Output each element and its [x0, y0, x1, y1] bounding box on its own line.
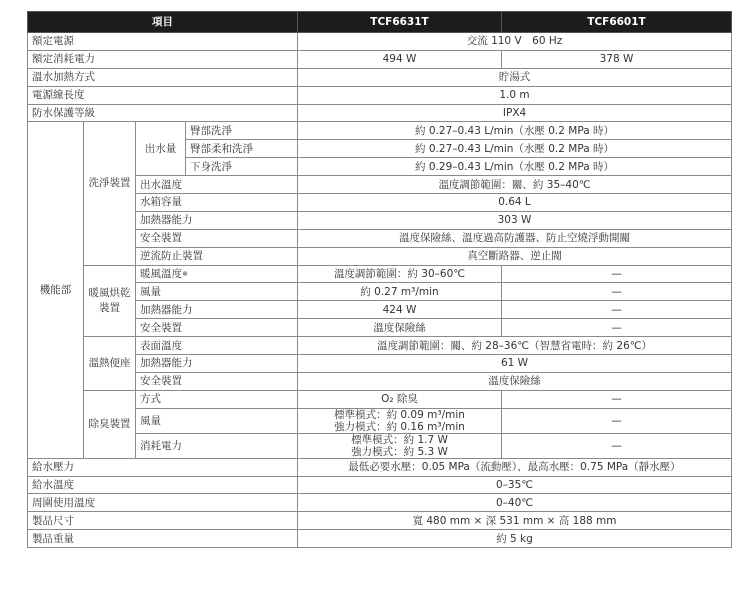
value-line: 強力模式：約 5.3 W	[351, 445, 448, 458]
table-row	[28, 50, 732, 68]
row-value: 0.64 L	[298, 194, 732, 212]
row-label: 額定電源	[28, 33, 298, 51]
row-value: 約 0.27–0.43 L/min（水壓 0.2 MPa 時）	[298, 122, 732, 140]
row-value: 寬 480 mm × 深 531 mm × 高 188 mm	[298, 512, 732, 530]
row-value-a: 494 W	[298, 50, 502, 68]
row-value-b: —	[502, 283, 732, 301]
note-mark: ※	[182, 270, 188, 279]
table-row	[28, 68, 732, 86]
deodorizer-group-label: 除臭裝置	[84, 390, 136, 458]
row-value-b: —	[502, 265, 732, 283]
row-label: 消耗電力	[136, 433, 298, 458]
row-value-a	[298, 433, 502, 458]
row-value: 溫度保險絲、溫度過高防護器、防止空燒浮動開關	[298, 229, 732, 247]
row-value: 1.0 m	[298, 86, 732, 104]
row-label: 製品尺寸	[28, 512, 298, 530]
table-row	[28, 33, 732, 51]
row-value: 溫度調節範圍：關、約 35–40℃	[298, 176, 732, 194]
row-value: 溫度調節範圍：關、約 28–36℃（智慧省電時：約 26℃）	[298, 337, 732, 355]
table-row	[28, 458, 732, 476]
row-label: 額定消耗電力	[28, 50, 298, 68]
row-value: 溫度保險絲	[298, 372, 732, 390]
row-label: 水箱容量	[136, 194, 298, 212]
spec-table	[27, 11, 732, 548]
row-label: 安全裝置	[136, 229, 298, 247]
row-value-a: 溫度保險絲	[298, 319, 502, 337]
row-value: 最低必要水壓：0.05 MPa（流動壓）、最高水壓：0.75 MPa（靜水壓）	[298, 458, 732, 476]
row-value: 約 5 kg	[298, 530, 732, 548]
row-label: 表面溫度	[136, 337, 298, 355]
row-value: 約 0.29–0.43 L/min（水壓 0.2 MPa 時）	[298, 158, 732, 176]
table-row	[28, 494, 732, 512]
wash-group-label: 洗淨裝置	[84, 122, 136, 265]
value-line: 標準模式：約 0.09 m³/min	[334, 408, 465, 421]
row-value: 61 W	[298, 355, 732, 373]
row-value: 貯湯式	[298, 68, 732, 86]
table-row	[28, 104, 732, 122]
row-value: 約 0.27–0.43 L/min（水壓 0.2 MPa 時）	[298, 140, 732, 158]
row-label: 出水溫度	[136, 176, 298, 194]
row-label: 加熱器能力	[136, 211, 298, 229]
table-row	[28, 390, 732, 408]
row-value-b: —	[502, 433, 732, 458]
row-label-text: 暖風溫度	[140, 268, 182, 281]
dryer-group-label: 暖風烘乾裝置	[84, 265, 136, 337]
header-item: 項目	[28, 12, 298, 33]
row-label: 方式	[136, 390, 298, 408]
row-value: 0–40℃	[298, 494, 732, 512]
row-value-b: —	[502, 408, 732, 433]
row-value-b: 378 W	[502, 50, 732, 68]
table-row	[28, 265, 732, 283]
row-label: 下身洗淨	[186, 158, 298, 176]
row-label: 加熱器能力	[136, 355, 298, 373]
row-value-a: O₂ 除臭	[298, 390, 502, 408]
value-line: 強力模式：約 0.16 m³/min	[334, 420, 465, 433]
row-label: 臀部洗淨	[186, 122, 298, 140]
function-group-label: 機能部	[28, 122, 84, 458]
row-label: 溫水加熱方式	[28, 68, 298, 86]
water-output-label: 出水量	[136, 122, 186, 176]
row-label: 加熱器能力	[136, 301, 298, 319]
table-row	[28, 86, 732, 104]
row-value-b: —	[502, 319, 732, 337]
row-value: 0–35℃	[298, 476, 732, 494]
row-value: 交流 110 V 60 Hz	[298, 33, 732, 51]
header-model-b: TCF6601T	[502, 12, 732, 33]
row-value: 303 W	[298, 211, 732, 229]
row-label: 製品重量	[28, 530, 298, 548]
row-label: 給水溫度	[28, 476, 298, 494]
header-row	[28, 12, 732, 33]
row-label: 電源線長度	[28, 86, 298, 104]
table-row	[28, 530, 732, 548]
row-value-a: 424 W	[298, 301, 502, 319]
row-value-b: —	[502, 390, 732, 408]
seat-group-label: 溫熱便座	[84, 337, 136, 391]
row-value-b: —	[502, 301, 732, 319]
row-value: IPX4	[298, 104, 732, 122]
row-label: 周圍使用溫度	[28, 494, 298, 512]
header-model-a: TCF6631T	[298, 12, 502, 33]
row-label: 臀部柔和洗淨	[186, 140, 298, 158]
row-label: 安全裝置	[136, 372, 298, 390]
row-label	[136, 265, 298, 283]
table-row	[28, 512, 732, 530]
table-row	[28, 122, 732, 140]
row-label: 給水壓力	[28, 458, 298, 476]
table-row	[28, 476, 732, 494]
row-label: 安全裝置	[136, 319, 298, 337]
value-line: 標準模式：約 1.7 W	[351, 433, 448, 446]
table-row	[28, 337, 732, 355]
row-value-a	[298, 408, 502, 433]
row-value: 真空斷路器、逆止閥	[298, 247, 732, 265]
row-label: 風量	[136, 283, 298, 301]
row-label: 逆流防止裝置	[136, 247, 298, 265]
row-value-a: 約 0.27 m³/min	[298, 283, 502, 301]
row-label: 風量	[136, 408, 298, 433]
row-label: 防水保護等級	[28, 104, 298, 122]
row-value-a: 溫度調節範圍：約 30–60℃	[298, 265, 502, 283]
